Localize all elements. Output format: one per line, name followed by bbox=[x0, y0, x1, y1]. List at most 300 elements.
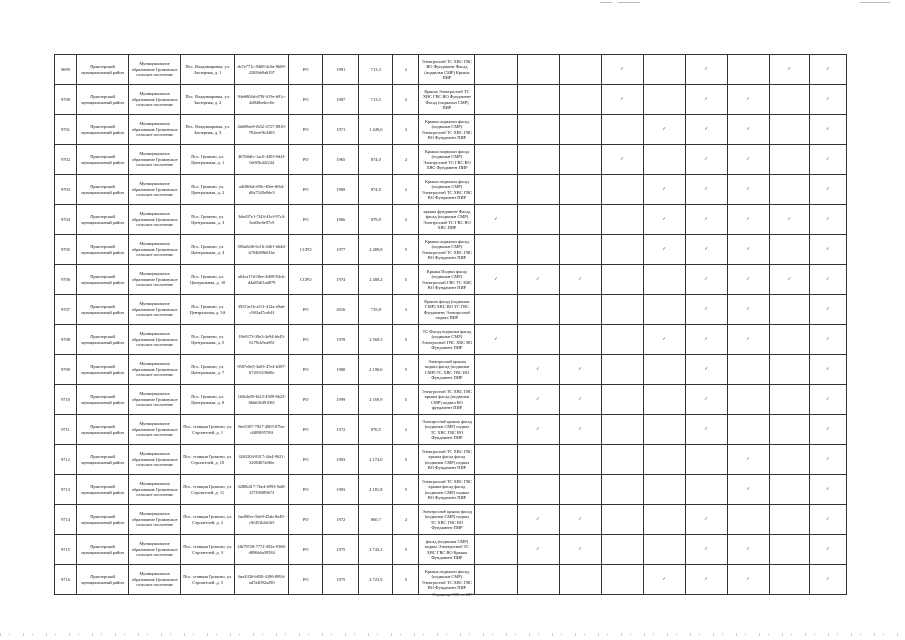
cell-works: Крыша подвальн фасад (подвальн СМР) Электроснаб ТС ГВС ВО ХВС Фундамент ПИР bbox=[419, 145, 475, 175]
cell-district: Приозерский муниципальный район bbox=[77, 115, 129, 145]
cell-guid: a64ca17d-f8ee-4d09-84cb-d4a85df1ad879 bbox=[235, 265, 289, 295]
cell-type: РО bbox=[289, 205, 323, 235]
table-row bbox=[55, 505, 847, 535]
cell-num: 9709 bbox=[55, 355, 77, 385]
cell-year: 1975 bbox=[323, 565, 359, 595]
check-cell-7 bbox=[727, 505, 769, 535]
check-cell-2 bbox=[517, 535, 559, 565]
cell-area: 713,5 bbox=[359, 85, 393, 115]
check-cell-5 bbox=[643, 265, 685, 295]
check-cell-5 bbox=[643, 505, 685, 535]
check-cell-7 bbox=[727, 295, 769, 325]
cell-year: 1965 bbox=[323, 145, 359, 175]
checkmark-icon: ✓ bbox=[536, 426, 540, 432]
cell-year: 1977 bbox=[323, 235, 359, 265]
check-cell-2 bbox=[517, 295, 559, 325]
check-cell-4 bbox=[601, 145, 643, 175]
cell-guid: 6ad9ffec-5de9-45ab-8a49-c9f451b2b165 bbox=[235, 505, 289, 535]
check-cell-8 bbox=[769, 475, 809, 505]
cell-year: 1999 bbox=[323, 385, 359, 415]
cell-district: Приозерский муниципальный район bbox=[77, 265, 129, 295]
cell-district: Приозерский муниципальный район bbox=[77, 475, 129, 505]
cell-type: РО bbox=[289, 355, 323, 385]
cell-area: 2 743,3 bbox=[359, 535, 393, 565]
checkmark-icon: ✓ bbox=[704, 336, 709, 342]
cell-district: Приозерский муниципальный район bbox=[77, 565, 129, 595]
check-cell-5 bbox=[643, 415, 685, 445]
check-cell-3 bbox=[559, 85, 601, 115]
check-cell-8 bbox=[769, 415, 809, 445]
cell-works: Электроснаб крыша фасад (подвальн СМР) подвал ТС ХВС ГВС ВО Фундамент ПИР bbox=[419, 415, 475, 445]
check-cell-3 bbox=[559, 295, 601, 325]
cell-floors: 2 bbox=[393, 145, 419, 175]
checkmark-icon: ✓ bbox=[536, 546, 540, 552]
cell-settlement: Муниципальное образование Громовское сельское поселение bbox=[129, 205, 181, 235]
check-cell-4 bbox=[601, 565, 643, 595]
check-cell-7 bbox=[727, 445, 769, 475]
cell-works: Крыша подвальн фасад (подвальн СМР) Электроснаб ТС ХВС ГВС ВО Фундамент ПИР bbox=[419, 175, 475, 205]
cell-floors: 5 bbox=[393, 565, 419, 595]
check-cell-1 bbox=[475, 385, 517, 415]
cell-type: РО bbox=[289, 295, 323, 325]
cell-year: 1972 bbox=[323, 505, 359, 535]
cell-type: РО bbox=[289, 85, 323, 115]
checkmark-icon: ✓ bbox=[826, 126, 830, 132]
cell-settlement: Муниципальное образование Громовское сельское поселение bbox=[129, 535, 181, 565]
check-cell-6 bbox=[685, 565, 727, 595]
cell-type: РО bbox=[289, 535, 323, 565]
check-cell-9 bbox=[809, 505, 846, 535]
check-cell-8 bbox=[769, 535, 809, 565]
cell-settlement: Муниципальное образование Громовское сельское поселение bbox=[129, 85, 181, 115]
table-row bbox=[55, 565, 847, 595]
check-cell-4 bbox=[601, 325, 643, 355]
checkmark-icon: ✓ bbox=[704, 216, 709, 222]
check-cell-1 bbox=[475, 85, 517, 115]
check-cell-9 bbox=[809, 85, 846, 115]
check-cell-2 bbox=[517, 55, 559, 85]
cell-district: Приозерский муниципальный район bbox=[77, 445, 129, 475]
check-cell-1 bbox=[475, 475, 517, 505]
cell-num: 9705 bbox=[55, 235, 77, 265]
cell-district: Приозерский муниципальный район bbox=[77, 235, 129, 265]
checkmark-icon: ✓ bbox=[826, 246, 830, 252]
checkmark-icon: ✓ bbox=[704, 366, 709, 372]
cell-guid: 2fb79728-7772-492a-9306-d806b6a39584 bbox=[235, 535, 289, 565]
cell-year: 1993 bbox=[323, 445, 359, 475]
checkmark-icon: ✓ bbox=[746, 456, 751, 462]
table-row bbox=[55, 145, 847, 175]
cell-num: 9714 bbox=[55, 505, 77, 535]
cell-area: 713,3 bbox=[359, 55, 393, 85]
cell-num: 9701 bbox=[55, 115, 77, 145]
cell-num: 9712 bbox=[55, 445, 77, 475]
cell-works: Крыша Подвал фасад (подвальн СМР) Электроснаб ГВС ТС ХВС ВО Фундамент ПИР bbox=[419, 265, 475, 295]
check-cell-8 bbox=[769, 385, 809, 415]
checkmark-icon: ✓ bbox=[662, 186, 666, 192]
checkmark-icon: ✓ bbox=[704, 396, 709, 402]
check-cell-4 bbox=[601, 55, 643, 85]
cell-guid: a4ff8f6d-e98c-48ee-8f64-d0a7545e8de3 bbox=[235, 175, 289, 205]
cell-area: 2 169,9 bbox=[359, 385, 393, 415]
check-cell-7 bbox=[727, 325, 769, 355]
check-cell-8 bbox=[769, 445, 809, 475]
check-cell-9 bbox=[809, 205, 846, 235]
check-cell-7 bbox=[727, 235, 769, 265]
check-cell-2 bbox=[517, 565, 559, 595]
cell-guid: 9587e0e5-3a03-47e4-b387-6720-0236d8e bbox=[235, 355, 289, 385]
cell-year: 1971 bbox=[323, 115, 359, 145]
cell-year: 1966 bbox=[323, 205, 359, 235]
check-cell-4 bbox=[601, 205, 643, 235]
check-cell-7 bbox=[727, 385, 769, 415]
cell-num: 9703 bbox=[55, 175, 77, 205]
cell-address: Пос. Громово, ул. Центральная, д. 5 bbox=[181, 325, 235, 355]
check-cell-4 bbox=[601, 355, 643, 385]
table-row bbox=[55, 175, 847, 205]
check-cell-8 bbox=[769, 55, 809, 85]
cell-num: 9706 bbox=[55, 265, 77, 295]
checkmark-icon: ✓ bbox=[620, 66, 624, 72]
check-cell-1 bbox=[475, 265, 517, 295]
cell-num: 9710 bbox=[55, 385, 77, 415]
check-cell-5 bbox=[643, 325, 685, 355]
checkmark-icon: ✓ bbox=[704, 126, 709, 132]
cell-settlement: Муниципальное образование Громовское сельское поселение bbox=[129, 385, 181, 415]
cell-area: 2 569,5 bbox=[359, 325, 393, 355]
checkmark-icon: ✓ bbox=[704, 246, 709, 252]
check-cell-6 bbox=[685, 325, 727, 355]
check-cell-6 bbox=[685, 295, 727, 325]
check-cell-6 bbox=[685, 205, 727, 235]
cell-works: Крыша фасад (подвальн СМР) ХВС ВО ТС ГВС Фундамент Электроснаб подвал ПИР bbox=[419, 295, 475, 325]
cell-district: Приозерский муниципальный район bbox=[77, 55, 129, 85]
checkmark-icon: ✓ bbox=[826, 366, 830, 372]
cell-district: Приозерский муниципальный район bbox=[77, 415, 129, 445]
cell-address: Пос. станция Громово, ул. Строителей, д. 3 bbox=[181, 535, 235, 565]
cell-district: Приозерский муниципальный район bbox=[77, 355, 129, 385]
cell-area: 1 449,6 bbox=[359, 115, 393, 145]
checkmark-icon: ✓ bbox=[704, 96, 709, 102]
cell-district: Приозерский муниципальный район bbox=[77, 145, 129, 175]
check-cell-5 bbox=[643, 355, 685, 385]
check-cell-7 bbox=[727, 565, 769, 595]
cell-guid: 583afb36-6c16-4461-b64d-b704b99b61be bbox=[235, 235, 289, 265]
table-row bbox=[55, 325, 847, 355]
check-cell-2 bbox=[517, 415, 559, 445]
check-cell-6 bbox=[685, 475, 727, 505]
check-cell-8 bbox=[769, 205, 809, 235]
check-cell-9 bbox=[809, 115, 846, 145]
checkmark-icon: ✓ bbox=[746, 546, 751, 552]
check-cell-2 bbox=[517, 445, 559, 475]
cell-year: 1975 bbox=[323, 535, 359, 565]
cell-guid: 1f6b4a50-6f23-4509-8b23-0bb636491061 bbox=[235, 385, 289, 415]
table-row bbox=[55, 115, 847, 145]
cell-area: 2 190,6 bbox=[359, 355, 393, 385]
checkmark-icon: ✓ bbox=[662, 126, 666, 132]
cell-type: РО bbox=[289, 505, 323, 535]
check-cell-2 bbox=[517, 475, 559, 505]
checkmark-icon: ✓ bbox=[826, 96, 830, 102]
cell-settlement: Муниципальное образование Громовское сельское поселение bbox=[129, 145, 181, 175]
checkmark-icon: ✓ bbox=[826, 156, 830, 162]
cell-floors: 3 bbox=[393, 295, 419, 325]
checkmark-icon: ✓ bbox=[826, 186, 830, 192]
check-cell-6 bbox=[685, 55, 727, 85]
check-cell-8 bbox=[769, 115, 809, 145]
cell-settlement: Муниципальное образование Громовское сельское поселение bbox=[129, 445, 181, 475]
check-cell-9 bbox=[809, 175, 846, 205]
cell-area: 874,0 bbox=[359, 145, 393, 175]
check-cell-6 bbox=[685, 85, 727, 115]
cell-guid: 3280b417-7be4-4993-9a0f-2f7358f89b73 bbox=[235, 475, 289, 505]
table-row bbox=[55, 355, 847, 385]
check-cell-5 bbox=[643, 115, 685, 145]
cell-floors: 2 bbox=[393, 85, 419, 115]
check-cell-5 bbox=[643, 145, 685, 175]
table-row bbox=[55, 385, 847, 415]
check-cell-7 bbox=[727, 535, 769, 565]
check-cell-1 bbox=[475, 505, 517, 535]
check-cell-7 bbox=[727, 175, 769, 205]
cell-area: 874,0 bbox=[359, 175, 393, 205]
checkmark-icon: ✓ bbox=[704, 426, 709, 432]
checkmark-icon: ✓ bbox=[826, 576, 830, 582]
cell-num: 9702 bbox=[55, 145, 77, 175]
checkmark-icon: ✓ bbox=[704, 66, 709, 72]
checkmark-icon: ✓ bbox=[826, 336, 830, 342]
cell-settlement: Муниципальное образование Громовское сельское поселение bbox=[129, 265, 181, 295]
check-cell-2 bbox=[517, 385, 559, 415]
check-cell-1 bbox=[475, 175, 517, 205]
cell-district: Приозерский муниципальный район bbox=[77, 205, 129, 235]
check-cell-1 bbox=[475, 295, 517, 325]
check-cell-5 bbox=[643, 85, 685, 115]
check-cell-6 bbox=[685, 535, 727, 565]
cell-district: Приозерский муниципальный район bbox=[77, 535, 129, 565]
checkmark-icon: ✓ bbox=[746, 96, 751, 102]
checkmark-icon: ✓ bbox=[578, 396, 582, 402]
cell-guid: 4263204-8317-4fa4-9621-3200487a0f6e bbox=[235, 445, 289, 475]
table-row bbox=[55, 205, 847, 235]
check-cell-2 bbox=[517, 145, 559, 175]
check-cell-3 bbox=[559, 445, 601, 475]
checkmark-icon: ✓ bbox=[704, 546, 709, 552]
cell-num: 9716 bbox=[55, 565, 77, 595]
checkmark-icon: ✓ bbox=[704, 576, 709, 582]
checkmark-icon: ✓ bbox=[787, 216, 792, 222]
check-cell-2 bbox=[517, 205, 559, 235]
cell-works: фасад (подвальн СМР) подвал Электроснаб ТС ХВС ГВС ВО Крыша Фундамент ПИР bbox=[419, 535, 475, 565]
check-cell-5 bbox=[643, 55, 685, 85]
check-cell-9 bbox=[809, 265, 846, 295]
check-cell-9 bbox=[809, 55, 846, 85]
check-cell-3 bbox=[559, 325, 601, 355]
page-number-label: Страница 585 из 687 bbox=[432, 592, 473, 597]
checkmark-icon: ✓ bbox=[662, 576, 666, 582]
checkmark-icon: ✓ bbox=[826, 276, 830, 282]
check-cell-3 bbox=[559, 565, 601, 595]
check-cell-6 bbox=[685, 355, 727, 385]
cell-works: Крыша Электроснаб ТС ХВС ГВС ВО Фундамент Фасад (подвальн СМР) ПИР bbox=[419, 85, 475, 115]
cell-settlement: Муниципальное образование Громовское сельское поселение bbox=[129, 325, 181, 355]
check-cell-3 bbox=[559, 385, 601, 415]
check-cell-9 bbox=[809, 565, 846, 595]
cell-floors: 2 bbox=[393, 175, 419, 205]
cell-year: 1991 bbox=[323, 55, 359, 85]
checkmark-icon: ✓ bbox=[826, 456, 830, 462]
check-cell-3 bbox=[559, 235, 601, 265]
check-cell-2 bbox=[517, 355, 559, 385]
check-cell-1 bbox=[475, 55, 517, 85]
cell-guid: 3ded37e1-7f44-41ef-97c4-5ea0bc6e97c9 bbox=[235, 205, 289, 235]
cell-settlement: Муниципальное образование Громовское сельское поселение bbox=[129, 475, 181, 505]
cell-works: ТС Фасад подвальн фасад (подвальн СМР) Электроснаб ГВС ХВС ВО Фундамент ПИР bbox=[419, 325, 475, 355]
check-cell-4 bbox=[601, 295, 643, 325]
cell-settlement: Муниципальное образование Громовское сельское поселение bbox=[129, 565, 181, 595]
cell-area: 735,8 bbox=[359, 295, 393, 325]
checkmark-icon: ✓ bbox=[826, 66, 830, 72]
cell-num: 9715 bbox=[55, 535, 77, 565]
check-cell-8 bbox=[769, 325, 809, 355]
check-cell-9 bbox=[809, 445, 846, 475]
check-cell-2 bbox=[517, 85, 559, 115]
cell-floors: 2 bbox=[393, 505, 419, 535]
checkmark-icon: ✓ bbox=[662, 336, 666, 342]
check-cell-9 bbox=[809, 325, 846, 355]
cell-guid: 467b0dfc-1ac0-4303-9d4f-0e0f5b42f244 bbox=[235, 145, 289, 175]
cell-settlement: Муниципальное образование Громовское сельское поселение bbox=[129, 115, 181, 145]
cell-year: 1980 bbox=[323, 355, 359, 385]
cell-district: Приозерский муниципальный район bbox=[77, 325, 129, 355]
check-cell-2 bbox=[517, 505, 559, 535]
table-row bbox=[55, 475, 847, 505]
cell-settlement: Муниципальное образование Громовское сельское поселение bbox=[129, 505, 181, 535]
check-cell-8 bbox=[769, 235, 809, 265]
checkmark-icon: ✓ bbox=[662, 246, 666, 252]
cell-works: Крыша подвальн фасад (подвальн СМР) Электроснаб ТС ХВС ГВС ВО Фундамент ПИР bbox=[419, 235, 475, 265]
check-cell-3 bbox=[559, 475, 601, 505]
check-cell-4 bbox=[601, 415, 643, 445]
check-cell-2 bbox=[517, 325, 559, 355]
checkmark-icon: ✓ bbox=[704, 516, 709, 522]
cell-floors: 5 bbox=[393, 535, 419, 565]
check-cell-5 bbox=[643, 295, 685, 325]
check-cell-4 bbox=[601, 535, 643, 565]
scan-top-lines bbox=[600, 0, 900, 4]
checkmark-icon: ✓ bbox=[536, 366, 540, 372]
cell-settlement: Муниципальное образование Громовское сельское поселение bbox=[129, 55, 181, 85]
cell-district: Приозерский муниципальный район bbox=[77, 85, 129, 115]
cell-works: Электроснаб крыша фасад (подвальн СМР) подвал ТС ХВС ГВС ВО Фундамент ПИР bbox=[419, 505, 475, 535]
check-cell-1 bbox=[475, 145, 517, 175]
cell-type: РО bbox=[289, 565, 323, 595]
check-cell-5 bbox=[643, 565, 685, 595]
checkmark-icon: ✓ bbox=[746, 186, 751, 192]
check-cell-8 bbox=[769, 505, 809, 535]
cell-address: Пос. Громово, ул. Центральная, д. 1 bbox=[181, 145, 235, 175]
check-cell-5 bbox=[643, 235, 685, 265]
cell-guid: 18e9173-39e3-4e94-bb45-6179cb5ea85f bbox=[235, 325, 289, 355]
cell-works: Электроснаб крыша подвал фасад (подвальн СМР) ТС ХВС ГВС ВО Фундамент ПИР bbox=[419, 355, 475, 385]
cell-year: 2016 bbox=[323, 295, 359, 325]
checkmark-icon: ✓ bbox=[826, 426, 830, 432]
check-cell-8 bbox=[769, 145, 809, 175]
cell-num: 9711 bbox=[55, 415, 77, 445]
checkmark-icon: ✓ bbox=[704, 156, 709, 162]
check-cell-7 bbox=[727, 145, 769, 175]
check-cell-6 bbox=[685, 385, 727, 415]
check-cell-6 bbox=[685, 145, 727, 175]
check-cell-8 bbox=[769, 295, 809, 325]
cell-type: ССРО bbox=[289, 265, 323, 295]
checkmark-icon: ✓ bbox=[578, 276, 582, 282]
cell-address: Пос. станция Громово, ул. Строителей, д. 10 bbox=[181, 445, 235, 475]
check-cell-2 bbox=[517, 175, 559, 205]
check-cell-4 bbox=[601, 445, 643, 475]
table-row bbox=[55, 445, 847, 475]
checkmark-icon: ✓ bbox=[704, 306, 709, 312]
check-cell-4 bbox=[601, 175, 643, 205]
cell-guid: 2b608ee8-fb32-4727-8810-782eee9b3403 bbox=[235, 115, 289, 145]
cell-works: Электроснаб ТС ХВС ГВС крыша фасад фасад (подвальн СМР) подвал ВО Фундамент ПИР bbox=[419, 445, 475, 475]
table-row bbox=[55, 415, 847, 445]
check-cell-9 bbox=[809, 355, 846, 385]
cell-floors: 5 bbox=[393, 325, 419, 355]
check-cell-9 bbox=[809, 295, 846, 325]
cell-type: РО bbox=[289, 55, 323, 85]
check-cell-1 bbox=[475, 565, 517, 595]
cell-address: Пос. Громово, ул. Центральная, д. 8 bbox=[181, 385, 235, 415]
cell-num: 9700 bbox=[55, 85, 77, 115]
check-cell-8 bbox=[769, 355, 809, 385]
cell-num: 9713 bbox=[55, 475, 77, 505]
check-cell-5 bbox=[643, 175, 685, 205]
check-cell-2 bbox=[517, 265, 559, 295]
cell-type: РО bbox=[289, 475, 323, 505]
cell-year: 1993 bbox=[323, 475, 359, 505]
cell-floors: 5 bbox=[393, 265, 419, 295]
check-cell-7 bbox=[727, 85, 769, 115]
check-cell-1 bbox=[475, 235, 517, 265]
check-cell-1 bbox=[475, 205, 517, 235]
cell-year: 1974 bbox=[323, 265, 359, 295]
checkmark-icon: ✓ bbox=[620, 156, 624, 162]
cell-guid: 94e6804d-d78f-419e-b91c-4d840eebcc6e bbox=[235, 85, 289, 115]
cell-floors: 2 bbox=[393, 415, 419, 445]
check-cell-7 bbox=[727, 115, 769, 145]
check-cell-4 bbox=[601, 115, 643, 145]
checkmark-icon: ✓ bbox=[746, 156, 751, 162]
cell-type: РО bbox=[289, 415, 323, 445]
cell-guid: eb7e771c-9488-4c0a-8b09-2265bb9a6197 bbox=[235, 55, 289, 85]
cell-floors: 3 bbox=[393, 115, 419, 145]
check-cell-5 bbox=[643, 475, 685, 505]
cell-settlement: Муниципальное образование Громовское сельское поселение bbox=[129, 355, 181, 385]
cell-type: РО bbox=[289, 115, 323, 145]
cell-works: Электроснаб ТС ХВС ГВС крыша фасад фасад (подвальн СМР) подвал ВО Фундамент ПИР bbox=[419, 475, 475, 505]
cell-works: Электроснаб ТС ХВС ГВС ВО Фундамент Фасад (подвальн СМР) Крыша ПИР bbox=[419, 55, 475, 85]
check-cell-1 bbox=[475, 415, 517, 445]
checkmark-icon: ✓ bbox=[746, 486, 751, 492]
check-cell-9 bbox=[809, 145, 846, 175]
check-cell-3 bbox=[559, 55, 601, 85]
check-cell-6 bbox=[685, 235, 727, 265]
cell-area: 2 174,0 bbox=[359, 445, 393, 475]
checkmark-icon: ✓ bbox=[826, 306, 830, 312]
checkmark-icon: ✓ bbox=[787, 66, 792, 72]
